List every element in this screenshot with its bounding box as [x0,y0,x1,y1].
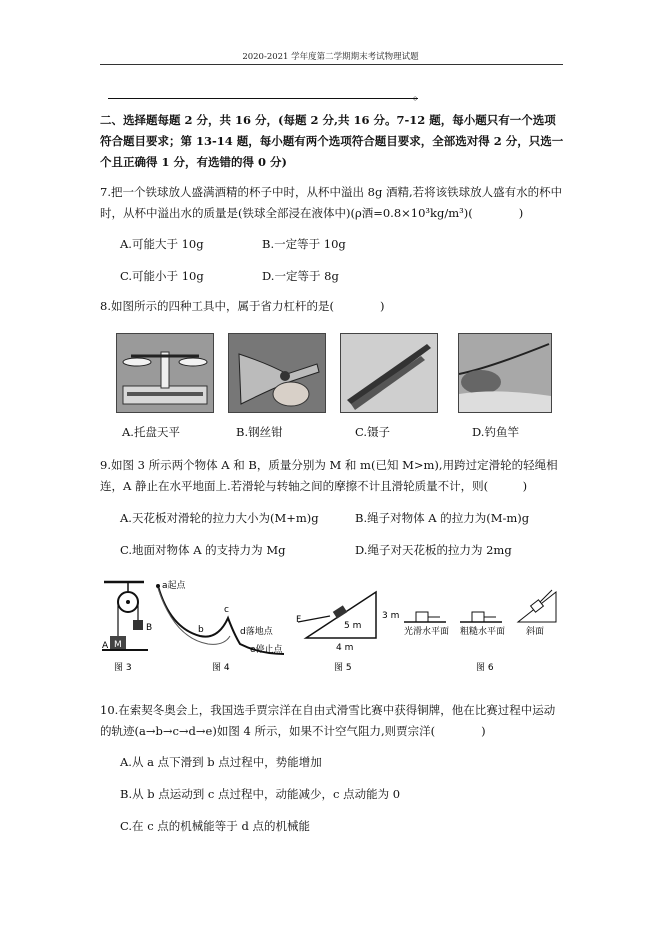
q8-caption-c: C.镊子 [355,425,391,439]
fig4-label-e: e停止点 [250,645,283,655]
figures-row [100,578,562,678]
question-8-stem: 8.如图所示的四种工具中，属于省力杠杆的是( ) [100,299,385,313]
answer-blank-period: 。 [413,88,426,102]
q8-caption-a: A.托盘天平 [122,425,180,439]
q10-option-a: A.从 a 点下滑到 b 点过程中，势能增加 [120,755,322,769]
fig4-label-b: b [198,625,204,635]
fig4-caption: 图 4 [212,663,230,673]
fig4-label-d: d落地点 [240,627,273,637]
fig4-label-c: c [224,605,229,615]
fig6-label-smooth: 光滑水平面 [404,627,450,637]
answer-blank-line [108,98,418,99]
figure-4-ski-track [156,579,284,673]
fig4-label-a: a起点 [162,581,186,591]
q10-option-c: C.在 c 点的机械能等于 d 点的机械能 [120,819,310,833]
question-9-stem: 9.如图 3 所示两个物体 A 和 B，质量分别为 M 和 m(已知 M>m),用跨过定滑轮的轻绳相连，A 静止在水平地面上.若滑轮与转轴之间的摩擦不计且滑轮质量不计，则( ) [100,458,558,493]
fig6-label-slope: 斜面 [526,627,545,637]
q10-option-b: B.从 b 点运动到 c 点过程中，动能减少，c 点动能为 0 [120,787,401,801]
photo-fishing-rod [458,333,552,413]
q8-caption-d: D.钓鱼竿 [472,425,519,439]
header-rule [100,64,563,65]
page-header: 2020-2021 学年度第二学期期末考试物理试题 [242,52,419,62]
fig5-caption: 图 5 [334,663,352,673]
fig3-label-M: M [114,640,122,650]
figure-5-incline [296,592,399,673]
fig5-label-F: F [296,615,302,625]
q7-option-d: D.一定等于 8g [262,269,339,283]
q9-option-c: C.地面对物体 A 的支持力为 Mg [120,543,286,557]
fig5-label-5m: 5 m [344,621,362,631]
fig5-label-3m: 3 m [382,611,400,621]
q7-option-b: B.一定等于 10g [262,237,346,251]
q7-option-a: A.可能大于 10g [120,237,204,251]
fig6-caption: 图 6 [476,663,494,673]
figure-3-pulley [102,582,152,673]
q7-option-c: C.可能小于 10g [120,269,204,283]
photo-balance [116,333,214,413]
fig3-caption: 图 3 [114,663,132,673]
q8-caption-b: B.钢丝钳 [236,425,283,439]
question-10-stem: 10.在索契冬奥会上，我国选手贾宗洋在自由式滑雪比赛中获得铜牌，他在比赛过程中运动的轨迹(a→b→c→d→e)如图 4 所示，如果不计空气阻力,则贾宗洋( ) [100,703,556,738]
question-7-stem: 7.把一个铁球放人盛满酒精的杯子中时，从杯中溢出 8g 酒精,若将该铁球放人盛有水的杯中时，从杯中溢出水的质量是(铁球全部浸在液体中)(ρ酒=0.8×10³kg/m³)( ) [100,185,563,220]
q9-option-b: B.绳子对物体 A 的拉力为(M-m)g [355,511,530,525]
photo-pliers [228,333,326,413]
fig5-label-4m: 4 m [336,643,354,653]
fig3-label-B: B [146,623,153,633]
photo-tweezers [340,333,438,413]
q9-option-d: D.绳子对天花板的拉力为 2mg [355,543,512,557]
fig3-label-A: A [102,641,109,651]
q9-option-a: A.天花板对滑轮的拉力大小为(M+m)g [120,511,319,525]
section-title: 二、选择题每题 2 分，共 16 分，(每题 2 分,共 16 分。7-12 题，每小题只有一个选项符合题目要求；第 13-14 题，每小题有两个选项符合题目要求，全部选对得 2 分，只选一个且正确得 1 分，有选错的得 0 分) [100,113,564,169]
fig6-label-rough: 粗糙水平面 [460,627,506,637]
figure-6-surfaces [404,590,556,673]
